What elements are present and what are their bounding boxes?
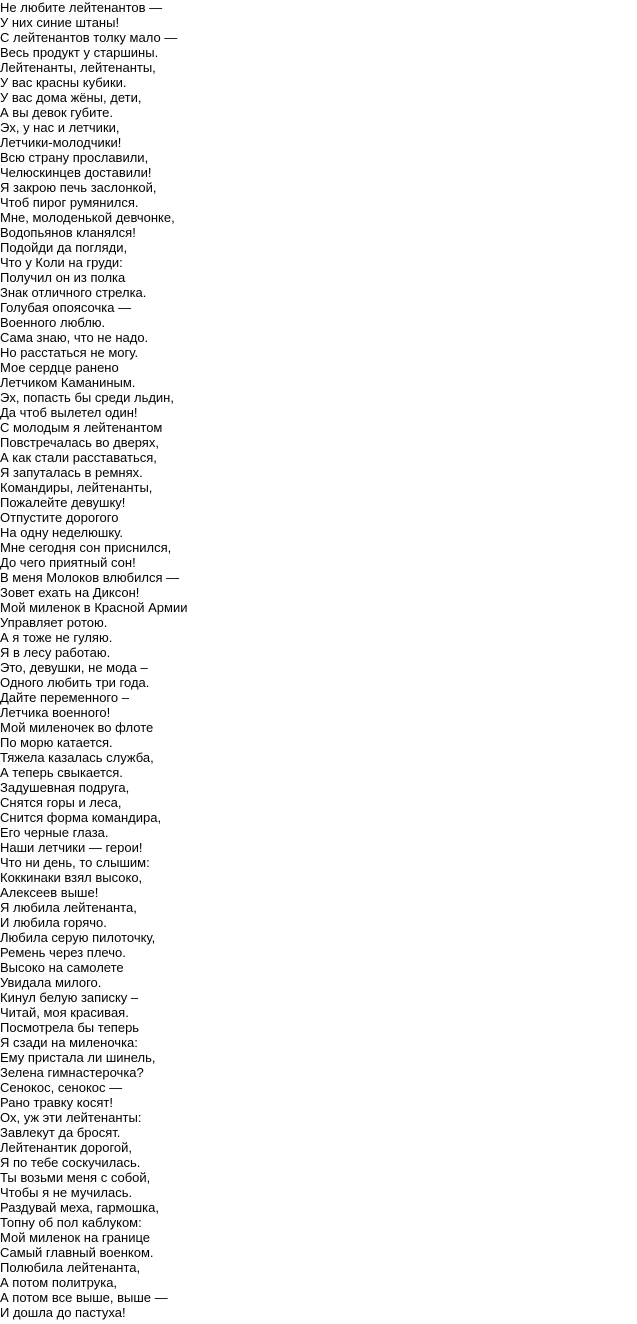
- poem-line: Я в лесу работаю.: [0, 645, 111, 660]
- poem-line: Отпустите дорогого: [0, 510, 119, 525]
- poem-line: Да чтоб вылетел один!: [0, 405, 138, 420]
- poem-line: Рано травку косят!: [0, 1095, 113, 1110]
- poem-line: Любила серую пилоточку,: [0, 930, 156, 945]
- poem-line: А как стали расставаться,: [0, 450, 157, 465]
- poem-line: Высоко на самолете: [0, 960, 124, 975]
- poem-line: И дошла до пастуха!: [0, 1305, 126, 1320]
- poem-line: Увидала милого.: [0, 975, 102, 990]
- poem-line: Пожалейте девушку!: [0, 495, 126, 510]
- poem-line: Зелена гимнастерочка?: [0, 1065, 144, 1080]
- poem-line: Снится форма командира,: [0, 810, 162, 825]
- poem-line: С лейтенантов толку мало —: [0, 30, 178, 45]
- poem-line: Не любите лейтенантов —: [0, 0, 163, 15]
- poem-line: На одну неделюшку.: [0, 525, 123, 540]
- poem-line: Коккинаки взял высоко,: [0, 870, 143, 885]
- poem-line: А потом политрука,: [0, 1275, 118, 1290]
- poem-line: Завлекут да бросят.: [0, 1125, 121, 1140]
- poem-line: Сама знаю, что не надо.: [0, 330, 149, 345]
- poem-line: У вас красны кубики.: [0, 75, 127, 90]
- poem-line: У них синие штаны!: [0, 15, 120, 30]
- poem-line: Я запуталась в ремнях.: [0, 465, 143, 480]
- poem-line: А потом все выше, выше —: [0, 1290, 168, 1305]
- poem-line: Повстречалась во дверях,: [0, 435, 159, 450]
- poem-line: Тяжела казалась служба,: [0, 750, 154, 765]
- poem-line: Снятся горы и леса,: [0, 795, 122, 810]
- poem-line: Управляет ротою.: [0, 615, 108, 630]
- poem-line: Военного люблю.: [0, 315, 106, 330]
- poem-line: Летчиком Каманиным.: [0, 375, 136, 390]
- poem-line: Командиры, лейтенанты,: [0, 480, 153, 495]
- poem-line: Мне сегодня сон приснился,: [0, 540, 172, 555]
- poem-line: С молодым я лейтенантом: [0, 420, 163, 435]
- poem-line: Весь продукт у старшины.: [0, 45, 159, 60]
- poem-line: Эх, у нас и летчики,: [0, 120, 120, 135]
- poem-line: Челюскинцев доставили!: [0, 165, 152, 180]
- poem-line: Эх, попасть бы среди льдин,: [0, 390, 174, 405]
- poem-line: Всю страну прославили,: [0, 150, 149, 165]
- poem-line: У вас дома жёны, дети,: [0, 90, 142, 105]
- poem-line: Я закрою печь заслонкой,: [0, 180, 157, 195]
- poem-line: Ох, уж эти лейтенанты:: [0, 1110, 142, 1125]
- poem-line: Кинул белую записку –: [0, 990, 139, 1005]
- poem-line: Получил он из полка: [0, 270, 126, 285]
- poem-line: А вы девок губите.: [0, 105, 113, 120]
- poem-line: Зовет ехать на Диксон!: [0, 585, 140, 600]
- poem-line: И любила горячо.: [0, 915, 107, 930]
- poem-line: А я тоже не гуляю.: [0, 630, 113, 645]
- poem-line: Мне, молоденькой девчонке,: [0, 210, 175, 225]
- poem-line: Ты возьми меня с собой,: [0, 1170, 151, 1185]
- poem-line: Я по тебе соскучилась.: [0, 1155, 141, 1170]
- poem-line: Я любила лейтенанта,: [0, 900, 137, 915]
- poem-line: Водопьянов кланялся!: [0, 225, 136, 240]
- poem-line: Подойди да погляди,: [0, 240, 128, 255]
- poem-line: Летчика военного!: [0, 705, 111, 720]
- poem-line: Раздувай меха, гармошка,: [0, 1200, 159, 1215]
- poem-line: Ему пристала ли шинель,: [0, 1050, 156, 1065]
- poem-line: Топну об пол каблуком:: [0, 1215, 142, 1230]
- poem-line: Его черные глаза.: [0, 825, 109, 840]
- poem-line: Мой миленок в Красной Армии: [0, 600, 188, 615]
- poem-line: Что у Коли на груди:: [0, 255, 123, 270]
- poem-line: Ремень через плечо.: [0, 945, 126, 960]
- poem-line: Посмотрела бы теперь: [0, 1020, 140, 1035]
- poem-line: Знак отличного стрелка.: [0, 285, 147, 300]
- poem-line: Это, девушки, не мода –: [0, 660, 148, 675]
- poem-line: Читай, моя красивая.: [0, 1005, 129, 1020]
- poem-line: А теперь свыкается.: [0, 765, 123, 780]
- poem-line: Наши летчики — герои!: [0, 840, 143, 855]
- poem-line: Одного любить три года.: [0, 675, 150, 690]
- poem-line: Полюбила лейтенанта,: [0, 1260, 141, 1275]
- poem-line: Голубая опоясочка —: [0, 300, 132, 315]
- poem-line: Лейтенантик дорогой,: [0, 1140, 132, 1155]
- poem-line: Чтоб пирог румянился.: [0, 195, 139, 210]
- poem-line: Сенокос, сенокос —: [0, 1080, 123, 1095]
- poem-line: Мое сердце ранено: [0, 360, 119, 375]
- poem-line: До чего приятный сон!: [0, 555, 136, 570]
- poem-line: Мой миленок на границе: [0, 1230, 150, 1245]
- poem-line: Лейтенанты, лейтенанты,: [0, 60, 156, 75]
- poem-line: Летчики-молодчики!: [0, 135, 122, 150]
- poem-line: Что ни день, то слышим:: [0, 855, 150, 870]
- poem-line: Задушевная подруга,: [0, 780, 130, 795]
- poem-line: Дайте переменного –: [0, 690, 129, 705]
- poem-line: Мой миленочек во флоте: [0, 720, 154, 735]
- poem-line: По морю катается.: [0, 735, 113, 750]
- poem-line: Чтобы я не мучилась.: [0, 1185, 133, 1200]
- poem-line: Но расстаться не могу.: [0, 345, 139, 360]
- poem-line: Алексеев выше!: [0, 885, 99, 900]
- poem-line: Я сзади на миленочка:: [0, 1035, 138, 1050]
- poem-line: В меня Молоков влюбился —: [0, 570, 180, 585]
- poem-line: Самый главный военком.: [0, 1245, 154, 1260]
